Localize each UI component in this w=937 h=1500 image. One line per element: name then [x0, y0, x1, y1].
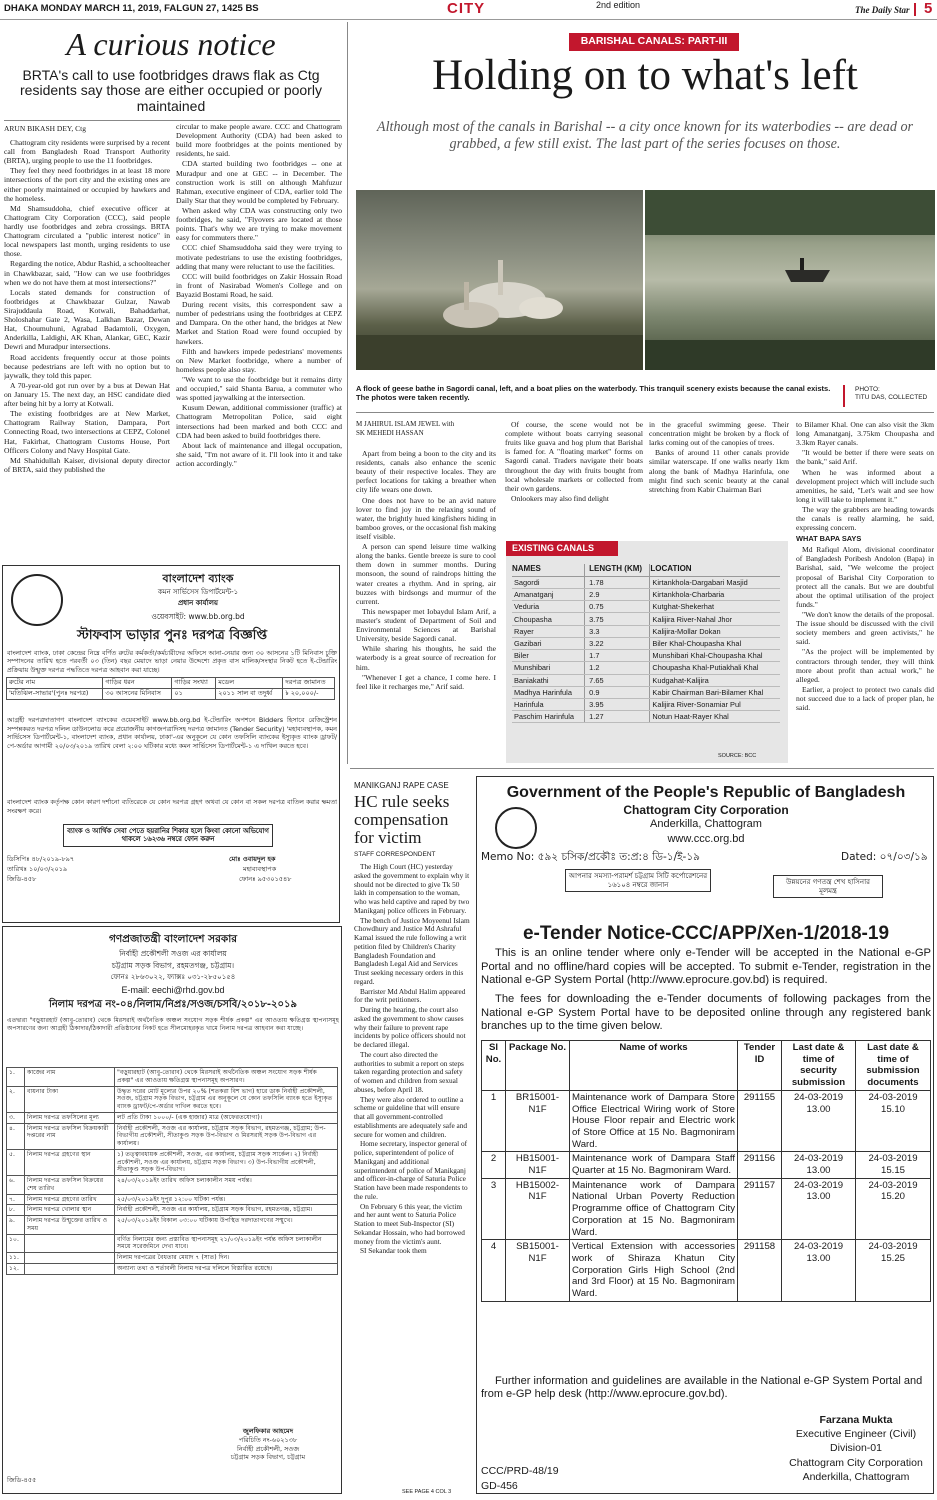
security-deadline: 24-03-2019 13.00 — [782, 1090, 856, 1152]
page-divider — [914, 3, 916, 16]
cell: নিলাম দরপত্র তফসিল বিক্রয়কারী দপ্তরের নাম — [25, 1123, 115, 1149]
canal-length: 0.75 — [585, 601, 650, 613]
paragraph: circular to make people aware. CCC and Chattogram Development Authority (CDA) had been asked to build more footbridges at the points mentioned by residents, he said. — [176, 122, 342, 159]
cell: ৳ ২০,০০০/- — [283, 688, 335, 699]
package-no: HB15002-N1F — [506, 1178, 570, 1240]
canal-row — [512, 686, 780, 698]
work-name: Vertical Extension with accessories work of Shiraza Khatun City Corporation Girls High School (2nd and 3rd Floor) at 15 No. Bagmoniram Ward. — [570, 1240, 738, 1302]
canal-name: Amanatganj — [512, 588, 585, 600]
ad-signer: মোঃ ওবায়দুল হক — [229, 855, 276, 863]
paragraph: They were also ordered to outline a scheme or guideline that will ensure that all government-controlled establishments are adequately safe and secure for women and children. — [354, 1094, 468, 1139]
cell: ১০. — [7, 1234, 25, 1253]
credit-rule — [843, 385, 845, 407]
ad-web: www.ccc.org.bd — [667, 833, 745, 845]
cell: উদ্ধৃত দরের মোট মূল্যের উপর ২০% (শতকরা বিশ ভাগ) হারে ডাক নির্বাহী প্রকৌশলী, সওজ, চট্টগ্রাম সড়ক বিভাগ, চট্টগ্রাম এর অনুকূলে যে কোন তফসিলি ব্যাংক হতে ইস্যুকৃত ব্যাংক ড্রাফট/পে-অর্ডার দাখিল করতে হবে। — [115, 1086, 338, 1112]
paragraph: A 70-year-old got run over by a bus at Dewan Hat on January 15. The next day, an HSC candidate died after being hit by a lorry at Kotwali. — [4, 380, 170, 409]
series-kicker: BARISHAL CANALS: PART-III — [569, 33, 739, 51]
col-header: Last date & time of submission documents — [856, 1041, 931, 1091]
tender-id: 291155 — [738, 1090, 782, 1152]
story1-column-2 — [176, 122, 342, 558]
tender-id: 291157 — [738, 1178, 782, 1240]
cell: নিলাম দরপত্র উন্মুক্তের তারিখ ও সময় — [25, 1216, 115, 1235]
story2-headline: Holding on to what's left — [432, 52, 858, 99]
ad-intro: এতদ্বারা "বড়ুয়ারহাট (আবু-তোরাব) থেকে মিরসরাই অর্থনৈতিক অঞ্চল সংযোগ সড়ক শীর্ষক প্রকল্প" এর আওতায় ক্ষতিগ্রস্ত স্থাপনাসমূহ অপসারণের জন্য আগ্রহী ঠিকাদার/ঠিকাদারী প্রতিষ্ঠানের নিকট হতে সীলমোহরকৃত খামে নিলাম দরপত্র আহবান করা যাচ্ছে। — [7, 1017, 339, 1033]
paragraph: One does not have to be an avid nature lover to find joy in the relaxing sound of water, the brightly hued kingfishers hiding in bamboo groves, or the occasional fish making itself visible. — [356, 495, 496, 541]
geese-illustration — [356, 190, 643, 370]
story1-headline: A curious notice — [66, 26, 276, 62]
paragraph: Of course, the scene would not be complete without boats carrying seasonal fruits like guava and hog plum that Barishal is famed for. A "floating market" forms on Sagordi canal. Traders navigate their boats throughout the day with fruits bought from local wholesale markets or collected from their own gardens. — [505, 420, 643, 493]
cell: অন্যান্য তথ্য ও শর্তাবলী নিলাম দরপত্র দলিলে বিস্তারিত রয়েছে। — [115, 1263, 338, 1274]
canal-row — [512, 698, 780, 710]
submission-deadline: 24-03-2019 15.20 — [856, 1178, 931, 1240]
ad-org: বাংলাদেশ ব্যাংক — [162, 572, 234, 585]
ad-office: নির্বাহী প্রকৌশলী সওজ এর কার্যালয় — [119, 949, 227, 958]
ad-govt: গণপ্রজাতন্ত্রী বাংলাদেশ সরকার — [108, 933, 238, 945]
tender-row — [482, 1090, 931, 1152]
divider — [4, 120, 340, 121]
cell: বর্ণিত নিলামের জন্য প্রস্তাবিত স্থাপনাসমূহ ২১/০৩/২০১৯ইং পর্যন্ত অফিস চলাকালীন সময়ে সরেজমিনে দেখা যাবে। — [115, 1234, 338, 1253]
credit-name: TITU DAS, COLLECTED — [855, 393, 928, 401]
story3-headline: HC rule seeks compensation for victim — [354, 792, 450, 847]
canal-location: Choupasha Khal-Putiakhali Khal — [650, 662, 780, 674]
auction-row — [7, 1194, 338, 1205]
canal-location: Notun Haat-Rayer Khal — [650, 711, 780, 723]
story1-subhead: BRTA's call to use footbridges draws flak as Ctg residents say those are either occupied or poorly maintained — [20, 67, 322, 114]
story2-column-2 — [505, 420, 643, 536]
divider — [356, 412, 934, 413]
cell: ৮. — [7, 1205, 25, 1216]
cell: নিলাম দরপত্র গ্রহণের স্থান — [25, 1149, 115, 1175]
paper-name: The Daily Star — [855, 5, 910, 15]
ad-web: ওয়েবসাইট: www.bb.org.bd — [151, 612, 245, 621]
ad-org: Chattogram City Corporation — [623, 803, 789, 817]
memo-date: Dated: ০৭/০৩/১৯ — [841, 851, 928, 863]
canals-table — [512, 564, 780, 723]
paragraph: "We want to use the footbridge but it remains dirty and occupied," said Shanta Barua, a commuter who was spotted jaywalking at the intersection. — [176, 374, 342, 403]
canal-row — [512, 650, 780, 662]
ad-body: আগ্রহী দরপত্রদাতাগণ বাংলাদেশ ব্যাংকের ওয়েবসাইট www.bb.org.bd ই-টেন্ডারিং অপশনে Bidders হিসাবে রেজিস্ট্রেশন সম্পন্নকরত দরপত্র দলিল ডাউনলোড করে প্রয়োজনীয় কাগজপত্রাদিসহ দরপত্র জামানত (Tender Security) 'মহাব্যবস্থাপক, কমন সার্ভিসেস ডিপার্টমেন্ট-১, বাংলাদেশ ব্যাংক, প্রধান কার্যালয়, ঢাকা'-এর অনুকূলে যে কোন তফসিলি ব্যাংকের ইস্যুকৃত ব্যাংক ড্রাফট/পে-অর্ডার আগামী ২০/০৩/২০১৯ তারিখ বেলা ২:০০ ঘটিকার মধ্যে কমন সার্ভিসেস ডিপার্টমেন্ট-১ এ দাখিল করতে হবে। — [7, 716, 337, 750]
geese-photo — [356, 190, 643, 370]
work-name: Maintenance work of Dampara Store Office Electrical Wiring work of Store House Floor repair and Electric work of Store Office at 15 No. Bagmoniram Ward. — [570, 1090, 738, 1152]
cell: ১) তত্ত্বাবধায়ক প্রকৌশলী, সওজ, এর কার্যালয়, চট্টগ্রাম সড়ক সার্কেল। ২) নির্বাহী প্রকৌশলী, সওজ এর কার্যালয়, চট্টগ্রাম সড়ক বিভাগ। ৩) উপ-বিভাগীয় প্রকৌশলী, সীতাকুণ্ড সড়ক উপ-বিভাগ। — [115, 1149, 338, 1175]
security-deadline: 24-03-2019 13.00 — [782, 1240, 856, 1302]
paragraph: Earlier, a project to protect two canals did not succeed due to a lack of proper plan, he said. — [796, 684, 934, 713]
paragraph: The bench of Justice Moyeenul Islam Chowdhury and Justice Md Ashraful Kamal issued the rule following a writ petition filed by Children's Charity Bangladesh Foundation and Bangladesh Legal Aid and Services Trust seeking necessary orders in this regard. — [354, 915, 470, 986]
auction-row — [7, 1086, 338, 1112]
paragraph: Home secretary, inspector general of police, superintendent of police of Manikganj and additional superintendent of police of Manikganj and officer-in-charge of Saturia Police Station have been made respondents to the rule. — [354, 1139, 468, 1201]
signer-org: Chattogram City Corporation — [789, 1456, 923, 1469]
tender-para-2: The fees for downloading the e-Tender documents of following packages from the National e-GP System Portal have to be deposited online through any registered bank branches up to the time given below. — [481, 993, 931, 1033]
boat-illustration — [645, 190, 935, 370]
edition-label: 2nd edition — [596, 0, 641, 10]
ad-dept: কমন সার্ভিসেস ডিপার্টমেন্ট-১ — [157, 588, 239, 596]
ad-intro: বাংলাদেশ ব্যাংক, ঢাকা কেন্দ্রের নিম্নে বর্ণিত রুটের কর্মকর্তা/কর্মচারীদের অফিসে আনা-নেয়ার জন্য ৩০ আসনের ১টি মিনিবাস চুক্তি সম্পাদনের তারিখ হতে পরবর্তী ০৩ (তিন) বছর মেয়াদে ভাড়া নেয়ার উদ্দেশ্যে প্রকৃত বাস মালিক/সংস্থার নিকট হতে ই-টেন্ডারিং প্রক্রিয়ায় উন্মুক্ত দরপত্র পদ্ধতিতে দরপত্র আহবান করা যাচ্ছে। — [7, 649, 337, 674]
submission-deadline: 24-03-2019 15.25 — [856, 1240, 931, 1302]
canal-row — [512, 674, 780, 686]
ad-govt: Government of the People's Republic of Bangladesh — [506, 784, 906, 801]
ad-address: চট্টগ্রাম সড়ক বিভাগ, রহমতগঞ্জ, চট্টগ্রাম। — [111, 961, 235, 970]
col-header: গাড়ির সংখ্যা — [172, 678, 216, 689]
cell: ২৪/০৩/২০১৯ইং তারিখ অফিস চলাকালীন সময় পর্যন্ত। — [115, 1176, 338, 1195]
canal-length: 1.2 — [585, 662, 650, 674]
paragraph: Banks of around 11 other canals provide similar waterscape. If one walks nearly 1km along the bank of Madhya Harinfula, one might find such scenic beauty at the canal stretching from Kabir Chairman Bari — [649, 448, 789, 494]
cell: "বড়ুয়ারহাট (আবু-তোরাব) থেকে মিরসরাই অর্থনৈতিক অঞ্চল সংযোগ সড়ক শীর্ষক প্রকল্প" এর আওতায় ক্ষতিগ্রস্ত স্থাপনাসমূহ অপসারণ। — [115, 1068, 338, 1087]
paragraph: Chattogram city residents were surprised by a recent call from Bangladesh Road Transport Authority (BRTA), urging people to use the 11 footbridges. — [4, 138, 170, 166]
paragraph: A person can spend leisure time walking along the banks. Gentle breeze is sure to cool them down in summer months. During monsoon, the sound of raindrops hitting the water creates a rhythm. And in spring, air buzzes with birdsongs and murmur of the current. — [356, 542, 496, 606]
paragraph: The way the grabbers are heading towards the canals is really alarming, he said, expressing concern. — [796, 504, 934, 533]
package-no: BR15001-N1F — [506, 1090, 570, 1152]
canal-length: 1.27 — [585, 711, 650, 723]
memo-number: Memo No: ৫৯২ চসিক/প্রকৌঃ ত:প্র:৪ ডি-১/ই-১৯ — [481, 851, 700, 863]
paragraph: When he was informed about a development project which will include such amenities, he said, "Let's wait and see how long it will take to implement it." — [796, 467, 934, 504]
package-no: SB15001-N1F — [506, 1240, 570, 1302]
canal-name: Sagordi — [512, 576, 585, 588]
canal-name: Madhya Harinfula — [512, 686, 585, 698]
col-header: রুটের নাম — [7, 678, 103, 689]
canal-name: Paschim Harinfula — [512, 711, 585, 723]
paragraph: to Bilamer Khal. One can also visit the 3km long Amanatganj, 3.75km Choupasha and 3.3km Rayer canals. — [796, 420, 934, 448]
ad-title: স্টাফবাস ভাড়ার পুনঃ দরপত্র বিজ্ঞপ্তি — [76, 628, 268, 643]
paragraph: in the graceful swimming geese. Their concentration might be broken by a flock of larks coming out of the canopies of trees. — [649, 420, 789, 448]
column-header: NAMES — [512, 564, 585, 576]
ad-place: Anderkilla, Chattogram — [650, 818, 762, 830]
auction-row — [7, 1149, 338, 1175]
canal-row — [512, 601, 780, 613]
ad-date: তারিখঃ ১০/০৩/২০১৯ — [7, 865, 68, 873]
cell: ২০১১ সাল বা তদুর্ধ্ব — [216, 688, 283, 699]
cell: 'মতিঝিল-সাভার'(পুনঃ দরপত্র) — [7, 688, 103, 699]
canal-length: 0.9 — [585, 686, 650, 698]
canal-length: 3.3 — [585, 625, 650, 637]
cell: ৩০ আসনের মিনিবাস — [103, 688, 172, 699]
col-header: গাড়ির ধরন — [103, 678, 172, 689]
signer-title: নির্বাহী প্রকৌশলী, সওজ — [236, 1444, 300, 1453]
signer: জুলফিকার আহমেদ — [242, 1427, 294, 1435]
cell — [25, 1234, 115, 1253]
tender-para-1: This is an online tender where only e-Tender will be accepted in the National e-GP Portal and no offline/hard copies will be accepted. To submit e-Tender, registration in the National e-GP System Portal (http://www.eprocure.gov.bd) is required. — [481, 947, 931, 987]
story3-kicker: MANIKGANJ RAPE CASE — [354, 781, 449, 790]
paragraph: When asked why CDA was constructing only two footbridges, he said, "Flyovers are located at those points. That's why we are trying to make movement easy for commuters there." — [176, 205, 342, 243]
ccc-etender-ad — [476, 776, 934, 1494]
bank-seal-icon — [11, 574, 63, 626]
canal-name: Munshibari — [512, 662, 585, 674]
canal-location: Biler Khal-Choupasha Khal — [650, 637, 780, 649]
ad-body: বাংলাদেশ ব্যাংক কর্তৃপক্ষ কোন কারণ দর্শানো ব্যতিরেকে যে কোন দরপত্র গ্রহণ অথবা যে কোন বা সকল দরপত্র বাতিল করার ক্ষমতা সংরক্ষণ করে। — [7, 798, 337, 815]
auction-row — [7, 1234, 338, 1253]
canal-location: Kalijira-Mollar Dokan — [650, 625, 780, 637]
cell: ২৫/০৩/২০১৯ইং বিকাল ০৩:০০ ঘটিকায় উপস্থিত দরদাতাগণের সম্মুখে। — [115, 1216, 338, 1235]
cell: ০১ — [172, 688, 216, 699]
paragraph: Md Shamsuddoha, chief executive officer at Chattogram City Corporation (CCC), said people hardly use footbridges and zebra crossings. BRTA Chattogram circulated a "public interest notice" in local newspapers last month, urging residents to use those. — [4, 203, 170, 259]
auction-table-body — [7, 1068, 338, 1275]
paragraph: "It would be better if there were seats on the bank," said Arif. — [796, 448, 934, 467]
canal-length: 3.75 — [585, 613, 650, 625]
signer-division: Division-01 — [830, 1442, 882, 1455]
story2-column-3 — [649, 420, 789, 536]
paragraph: During the hearing, the court also asked the government to show causes why their failure to prevent rape incidents by police officers should not be declared illegal. — [354, 1005, 466, 1049]
dateline: DHAKA MONDAY MARCH 11, 2019, FALGUN 27, 1425 BS — [4, 3, 259, 14]
auction-row — [7, 1123, 338, 1149]
sl-no: 3 — [482, 1178, 506, 1240]
story1-column-1 — [4, 138, 170, 558]
cell: ৪. — [7, 1123, 25, 1149]
cell: নিলাম দরপত্রের বৈধতার মেয়াদ ৭ (সাত) দিন। — [115, 1253, 338, 1264]
rhd-auction-ad — [2, 926, 342, 1494]
ad-gd: জিডি-৪৫৮ — [7, 875, 37, 883]
story2-column-4 — [796, 420, 934, 765]
jump-line: SEE PAGE 4 COL 3 — [402, 1489, 452, 1495]
canal-name: Biler — [512, 650, 585, 662]
canals-table-body — [512, 576, 780, 723]
canals-table-box — [506, 541, 788, 763]
paragraph: Regarding the notice, Abdur Rashid, a schoolteacher in Chawkbazar, said, "How can we use footbridges when we do not have them at most intersections?" — [4, 259, 170, 287]
column-header: LOCATION — [650, 564, 780, 576]
cell: নিলাম দরপত্র তফসিল বিক্রয়ের শেষ তারিখ — [25, 1176, 115, 1195]
auction-row — [7, 1253, 338, 1264]
paragraph: The court also directed the authorities to submit a report on steps taken regarding protection and safety of women and children from sexual abuses, before April 18. — [354, 1049, 464, 1094]
canal-name: Rayer — [512, 625, 585, 637]
package-no: HB15001-N1F — [506, 1152, 570, 1178]
canal-length: 2.9 — [585, 588, 650, 600]
col-header: Name of works — [570, 1041, 738, 1091]
subhead: WHAT BAPA SAYS — [796, 534, 862, 544]
canal-name: Choupasha — [512, 613, 585, 625]
canal-length: 1.7 — [585, 650, 650, 662]
cell: ৬. — [7, 1176, 25, 1195]
paragraph: "As the project will be implemented by contractors through tender, they will think more about profit than actual work," he alleged. — [796, 647, 934, 684]
tender-table-body — [482, 1090, 931, 1301]
paragraph: CCC will build footbridges on Zakir Hossain Road in front of Nasirabad Women's College and on Bayazid Bostami Road, he said. — [176, 271, 342, 299]
canal-location: Kirtankhola-Dargabari Masjid — [650, 576, 780, 588]
photo-caption: A flock of geese bathe in Sagordi canal, left, and a boat plies on the waterbody. This tranquil scenery exists because the canal exists. The photos were taken recently. — [356, 384, 831, 403]
canal-name: Harinfula — [512, 698, 585, 710]
canal-name: Veduria — [512, 601, 585, 613]
paragraph: "Whenever I get a chance, I come here. I feel like it recharges me," Arif said. — [356, 672, 496, 691]
tender-title: e-Tender Notice-CCC/APP/Xen-1/2018-19 — [522, 923, 890, 944]
paragraph: Filth and hawkers impede pedestrians' movements on New Market footbridge, where a number of homeless people also stay. — [176, 346, 342, 374]
cell: ১২. — [7, 1263, 25, 1274]
paragraph: SI Sekandar took them — [360, 1246, 427, 1256]
cell: নিলাম দরপত্র খোলার স্থান — [25, 1205, 115, 1216]
paragraph: Locals stated demands for construction of footbridges at Chawkbazar Gulzar, Nawab Sirajuddaula Road, Kotwali, Bahaddarhat, Sholoshahar Gate 2, Wasa, Lalkhan Bazar, Dewan Hat, Choumuhuni, Agrabad Badamtoli, Oxygen, Anderkilla, Laldighi, AK Khan, Alankar, GEC, Kazir Dewri and Muradpur intersections. — [4, 287, 170, 352]
auction-row — [7, 1112, 338, 1123]
tender-row — [482, 1178, 931, 1240]
paragraph: CDA started building two footbridges -- one at Muradpur and one at GEC -- in December. The construction work is still on although Mahfuzur Rahman, executive engineer of CDA, earlier told The Daily Star that they would be completed by February. — [176, 159, 342, 205]
paragraph: Md Rafiqul Alom, divisional coordinator of Bangladesh Poribesh Andolon (Bapa) in Barishal, said, "We welcome the project proposal of Barishal City Corporation to protect all the canals. But we are doubtful about the optimal utilisation of the project funds." — [796, 545, 934, 609]
cell: বায়নার টাকা — [25, 1086, 115, 1112]
cell: ১. — [7, 1068, 25, 1087]
canal-name: Gazibari — [512, 637, 585, 649]
cell: নিলাম দরপত্র তফসিলের মূল্য — [25, 1112, 115, 1123]
page-number: 5 — [924, 0, 933, 17]
auction-row — [7, 1176, 338, 1195]
canal-row — [512, 625, 780, 637]
ad-gd: GD-456 — [481, 1480, 518, 1492]
complaint-box: ব্যাংক ও আর্থিক সেবা পেতে হয়রানির শিকার হলে কিংবা কোনো অভিযোগ থাকলে ১৬২৩৬ নম্বরে ফোন করুন — [63, 824, 273, 847]
cell: ২. — [7, 1086, 25, 1112]
ad-title: নিলাম দরপত্র নং-০৪/নিলাম/নিপ্রঃ/সওজ/চসবি/২০১৮-২০১৯ — [48, 999, 298, 1010]
auction-row — [7, 1205, 338, 1216]
canal-location: Munshibari Khal-Choupasha Khal — [650, 650, 780, 662]
table-source: SOURCE: BCC — [718, 753, 757, 759]
auction-row — [7, 1216, 338, 1235]
signer-title: Executive Engineer (Civil) — [795, 1428, 917, 1441]
canal-name: Baniakathi — [512, 674, 585, 686]
route-table — [6, 677, 335, 700]
section-label: CITY — [447, 0, 486, 17]
signer: Farzana Mukta — [819, 1414, 893, 1426]
tender-signature — [781, 1413, 931, 1484]
cell — [25, 1263, 115, 1274]
cell: নির্বাহী প্রকৌশলী, সওজ এর কার্যালয়, চট্টগ্রাম সড়ক বিভাগ, রহমতগঞ্জ, চট্টগ্রাম; উপ-বিভাগীয় প্রকৌশলী, সীতাকুণ্ড সড়ক উপ-বিভাগ ও মিরসরাই সড়ক উপ-বিভাগ এর কার্যালয়। — [115, 1123, 338, 1149]
tender-id: 291156 — [738, 1152, 782, 1178]
signer-place: Anderkilla, Chattogram — [802, 1470, 910, 1483]
paragraph: While sharing his thoughts, he said the waterbody is a great source of recreation for him. — [356, 644, 496, 672]
boat-photo — [645, 190, 935, 370]
paragraph: This newspaper met Iobaydul Islam Arif, a master's student of Department of Soil and Environmental Sciences at Barishal University, beside Sagordi canal. — [356, 606, 496, 644]
story3-byline: STAFF CORRESPONDENT — [354, 851, 436, 858]
cell: নির্বাহী প্রকৌশলী, সওজ এর কার্যালয়, চট্টগ্রাম সড়ক বিভাগ, রহমতগঞ্জ, চট্টগ্রাম। — [115, 1205, 338, 1216]
paragraph: Apart from being a boon to the city and its residents, canals also enhance the scenic beauty of their respective locales. They are perfect locations for taking a breather when city life wears one down. — [356, 449, 496, 495]
canal-location: Kalijira River-Sonamiar Pul — [650, 698, 780, 710]
paragraph: On February 6 this year, the victim and her aunt went to Saturia Police Station to meet Sub-Inspector (SI) Sekandar Hossain, who had borrowed money from the victim's aunt. — [354, 1201, 465, 1246]
paragraph: "We don't know the details of the proposal. The issue should be discussed with the civil society members and green activists," he said. — [796, 609, 934, 647]
canal-location: Kabir Chairman Bari-Bilamer Khal — [650, 686, 780, 698]
security-deadline: 24-03-2019 13.00 — [782, 1152, 856, 1178]
sl-no: 2 — [482, 1152, 506, 1178]
cell: ৯. — [7, 1216, 25, 1235]
cell: লট প্রতি টাকা ১০০০/- (এক হাজার) মাত্র (অফেরতযোগ্য)। — [115, 1112, 338, 1123]
canal-length: 7.65 — [585, 674, 650, 686]
paragraph: They feel they need footbridges in at least 18 more intersections of the port city and the existing ones are either poorly maintained or occupied by hawkers and the homeless. — [4, 166, 170, 203]
security-deadline: 24-03-2019 13.00 — [782, 1178, 856, 1240]
tender-row — [482, 1152, 931, 1178]
bank-tender-ad — [2, 565, 340, 923]
canal-length: 3.95 — [585, 698, 650, 710]
auction-row — [7, 1263, 338, 1274]
tender-row — [482, 1240, 931, 1302]
hotline-box: আপনার সমস্যা-পরামর্শ চট্টগ্রাম সিটি কর্পোরেশনের ১৬১০৪ নম্বরে জানান — [565, 869, 711, 892]
sl-no: 1 — [482, 1090, 506, 1152]
photo-credit — [855, 386, 927, 402]
byline-1: M JAHIRUL ISLAM JEWEL with — [356, 420, 455, 428]
canal-row — [512, 711, 780, 723]
cell: ৫. — [7, 1149, 25, 1175]
divider — [350, 768, 934, 769]
paragraph: Barrister Md Abdul Halim appeared for the writ petitioners. — [354, 986, 466, 1005]
canal-location: Kalijira River-Nahal Jhor — [650, 613, 780, 625]
ad-office: প্রধান কার্যালয় — [177, 599, 219, 607]
cell: ৭. — [7, 1194, 25, 1205]
tender-footer: Further information and guidelines are available in the National e-GP System Portal and from e-GP help desk (http://www.eprocure.gov.bd). — [481, 1375, 923, 1401]
col-header: মডেল — [216, 678, 283, 689]
canal-row — [512, 662, 780, 674]
story2-column-1 — [356, 449, 496, 761]
credit-label: PHOTO: — [855, 386, 880, 393]
canal-row — [512, 637, 780, 649]
cell: ৩. — [7, 1112, 25, 1123]
auction-table — [6, 1067, 338, 1275]
ad-phone: ফোনঃ ৯৫৩০১৫৪৮ — [239, 875, 292, 883]
slogan-box: উন্নয়নের গণতন্ত্র শেখ হাসিনার মূলমন্ত্র — [773, 875, 883, 898]
story3-body — [354, 863, 470, 1485]
paragraph: The High Court (HC) yesterday asked the government to explain why it should not be directed to give Tk 50 lakh in compensation to the woman, who was held captive and raped by two Manikganj police officers in February. — [354, 863, 470, 915]
canals-table-title: EXISTING CANALS — [506, 541, 618, 556]
ad-gd: জিডি-৪৫৫ — [7, 1476, 37, 1484]
submission-deadline: 24-03-2019 15.15 — [856, 1152, 931, 1178]
work-name: Maintenance work of Dampara National Urban Poverty Reduction Programme office of Chattogram City Corporation at 15 No. Bagmoniram Ward. — [570, 1178, 738, 1240]
story2-deck: Although most of the canals in Barishal -- a city once known for its waterbodies -- are dead or grabbed, a few still exist. The last part of the series focuses on those. — [376, 119, 914, 153]
canal-row — [512, 576, 780, 588]
story2-byline — [356, 420, 454, 437]
sl-no: 4 — [482, 1240, 506, 1302]
story1-byline: ARUN BIKASH DEY, Ctg — [4, 124, 86, 133]
column-header: LENGTH (KM) — [585, 564, 650, 576]
tender-id: 291158 — [738, 1240, 782, 1302]
paragraph: Onlookers may also find delight — [511, 493, 609, 503]
cell — [25, 1253, 115, 1264]
paragraph: CCC chief Shamsuddoha said they were trying to motivate pedestrians to use the existing footbridges, adding that many were reluctant to use the facilities. — [176, 243, 342, 271]
ad-phone: ফোনঃ ২৮৬৩০২২, ফ্যাক্সঃ ০৩১-২৮৫০১৫৪ — [110, 973, 236, 981]
col-header: Package No. — [506, 1041, 570, 1091]
cell: নিলাম দরপত্র গ্রহণের তারিখ — [25, 1194, 115, 1205]
cell: ২৫/০৩/২০১৯ইং দুপুর ১২:০০ ঘটিকা পর্যন্ত। — [115, 1194, 338, 1205]
canal-row — [512, 613, 780, 625]
ad-signer-title: মহাব্যবস্থাপক — [243, 865, 277, 873]
col-header: Sl No. — [482, 1041, 506, 1091]
canal-location: Kudgahat-Kalijira — [650, 674, 780, 686]
paragraph: Road accidents frequently occur at those points because pedestrians are left with no option but to jaywalk, they told this paper. — [4, 352, 170, 380]
cell: ১১. — [7, 1253, 25, 1264]
paragraph: Kusum Dewan, additional commissioner (traffic) at Chattogram Metropolitan Police, said eight intersections had been marked and both CCC and CDA had been asked to build footbridges there. — [176, 403, 342, 440]
col-header: দরপত্র জামানত — [283, 678, 335, 689]
auction-row — [7, 1068, 338, 1087]
col-header: Last date & time of security submission — [782, 1041, 856, 1091]
col-header: Tender ID — [738, 1041, 782, 1091]
column-rule — [347, 22, 348, 764]
submission-deadline: 24-03-2019 15.10 — [856, 1090, 931, 1152]
ad-ref: CCC/PRD-48/19 — [481, 1465, 559, 1477]
paragraph: About lack of maintenance and illegal occupation, she said, "I'm not aware of it. I'll look into it and take action accordingly." — [176, 440, 342, 468]
byline-2: SK MEHEDI HASSAN — [356, 428, 424, 437]
ad-ref: ডিসিপিঃ ৪৮/২০১৯-৮৯৭ — [7, 855, 75, 863]
signer-office: চট্টগ্রাম সড়ক বিভাগ, চট্টগ্রাম — [230, 1453, 306, 1462]
paragraph: During recent visits, this correspondent saw a number of pedestrians using the footbridges at CEPZ and Dampara. On the other hand, the bridges at New Market and Station Road were found occupied by hawkers. — [176, 300, 342, 346]
ad-signature — [203, 1427, 333, 1462]
tender-table — [481, 1040, 931, 1302]
canal-length: 1.78 — [585, 576, 650, 588]
canal-length: 3.22 — [585, 637, 650, 649]
signer-id: পরিচিতি নং-৬০২১৩৮ — [238, 1435, 298, 1444]
paragraph: Md Shahidullah Kaiser, divisional deputy director of BRTA, said they published the — [4, 455, 170, 474]
canal-location: Kirtankhola-Charbaria — [650, 588, 780, 600]
cell: কাজের নাম — [25, 1068, 115, 1087]
ad-email: E-mail: eechi@rhd.gov.bd — [121, 985, 225, 995]
canal-row — [512, 588, 780, 600]
paragraph: The existing footbridges are at New Market, Chattogram Railway Station, Dampara, Port Connecting Road, two intersections at CEPZ, Colonel Hat, Fakirhat, Chattogram Customs House, Port Officers Colony and Navy Hospital Gate. — [4, 409, 170, 455]
work-name: Maintenance work of Dampara Staff Quarter at 15 No. Bagmoniram Ward. — [570, 1152, 738, 1178]
canal-location: Kutghat-Shekerhat — [650, 601, 780, 613]
